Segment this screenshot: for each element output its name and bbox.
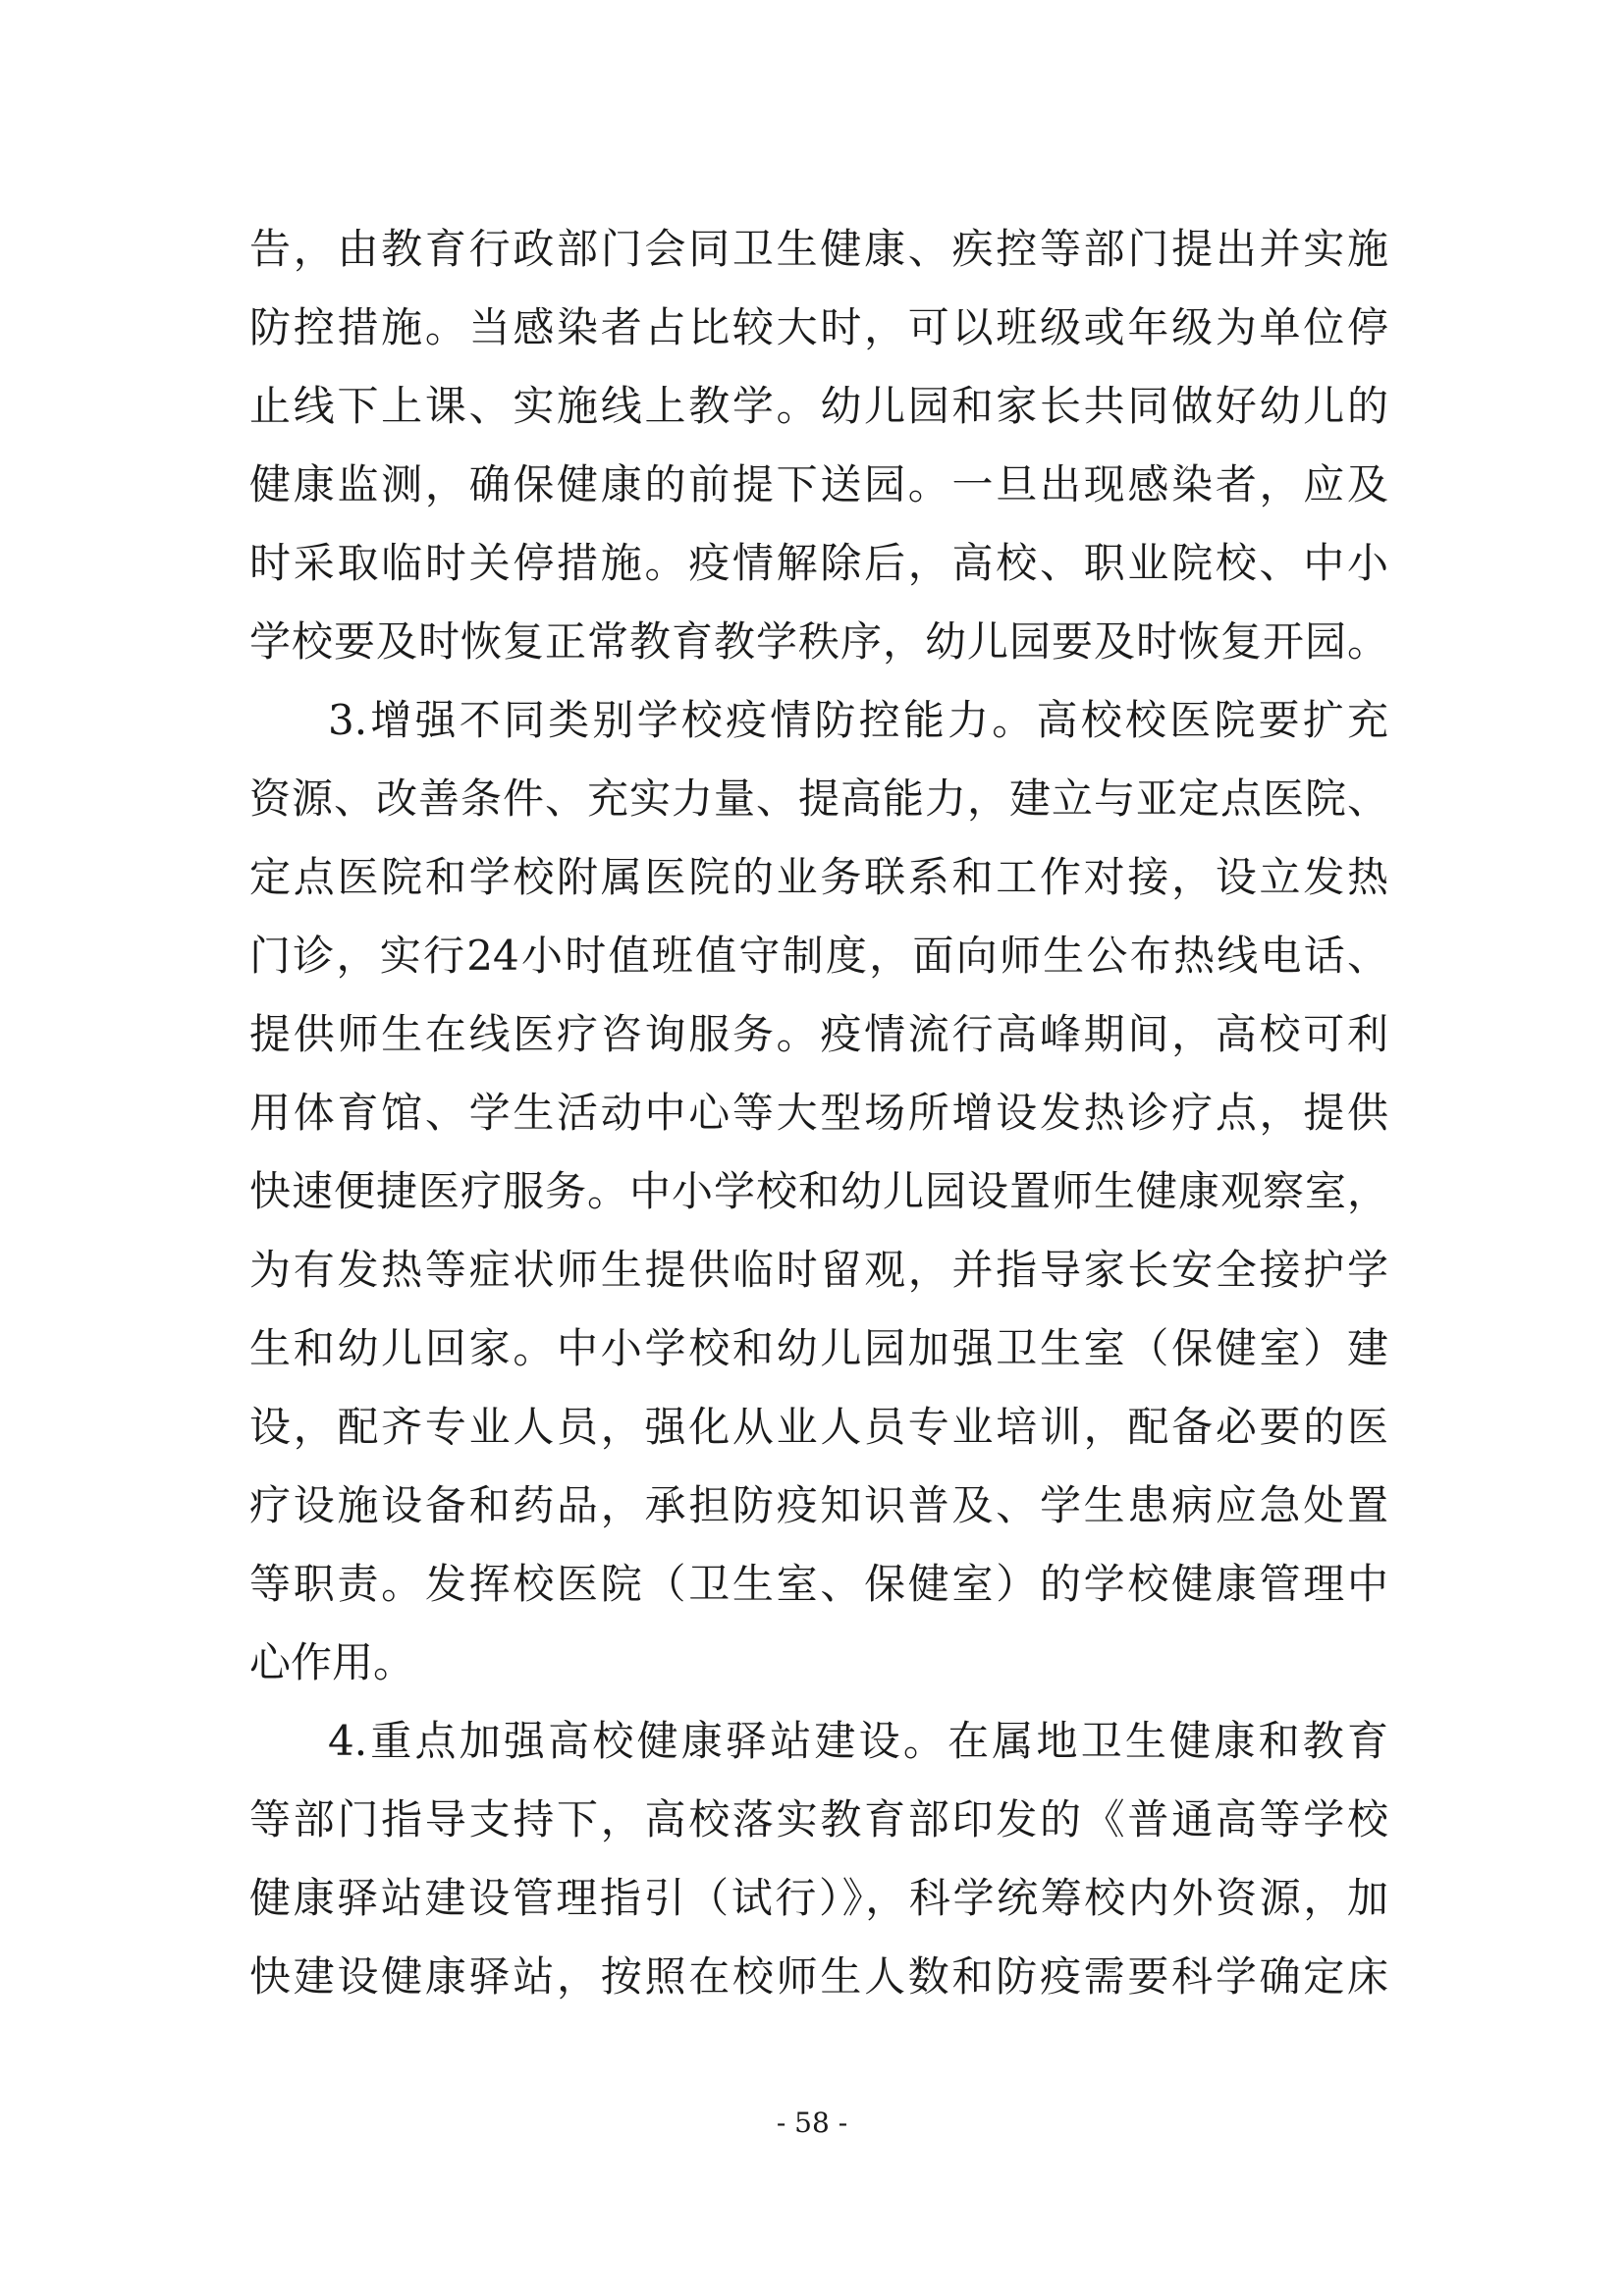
- text-line: 告，由教育行政部门会同卫生健康、疾控等部门提出并实施: [249, 225, 1388, 273]
- text-line: 定点医院和学校附属医院的业务联系和工作对接，设立发热: [249, 853, 1388, 901]
- text-line: 用体育馆、学生活动中心等大型场所增设发热诊疗点，提供: [249, 1089, 1388, 1137]
- text-line: 心作用。: [249, 1638, 415, 1686]
- text-line: 健康驿站建设管理指引（试行）》，科学统筹校内外资源，加: [249, 1874, 1388, 1922]
- text-line: 止线下上课、实施线上教学。幼儿园和家长共同做好幼儿的: [249, 382, 1388, 430]
- text-line: 资源、改善条件、充实力量、提高能力，建立与亚定点医院、: [249, 774, 1388, 823]
- paragraph-4-heading-line: 4.重点加强高校健康驿站建设。在属地卫生健康和教育: [328, 1717, 1388, 1765]
- text-line: 健康监测，确保健康的前提下送园。一旦出现感染者，应及: [249, 460, 1388, 508]
- text-line: 设，配齐专业人员，强化从业人员专业培训，配备必要的医: [249, 1403, 1388, 1451]
- paragraph-3-heading-line: 3.增强不同类别学校疫情防控能力。高校校医院要扩充: [328, 696, 1388, 744]
- text-line: 疗设施设备和药品，承担防疫知识普及、学生患病应急处置: [249, 1481, 1388, 1529]
- page-number: - 58 -: [776, 2107, 848, 2139]
- text-line: 生和幼儿回家。中小学校和幼儿园加强卫生室（保健室）建: [249, 1324, 1388, 1372]
- text-line: 等职责。发挥校医院（卫生室、保健室）的学校健康管理中: [249, 1560, 1388, 1608]
- text-line: 快速便捷医疗服务。中小学校和幼儿园设置师生健康观察室，: [249, 1167, 1388, 1215]
- text-line: 快建设健康驿站，按照在校师生人数和防疫需要科学确定床: [249, 1952, 1388, 2001]
- text-line: 门诊，实行24小时值班值守制度，面向师生公布热线电话、: [249, 932, 1388, 980]
- text-line: 为有发热等症状师生提供临时留观，并指导家长安全接护学: [249, 1246, 1388, 1294]
- text-line: 学校要及时恢复正常教育教学秩序，幼儿园要及时恢复开园。: [249, 617, 1388, 666]
- text-line: 时采取临时关停措施。疫情解除后，高校、职业院校、中小: [249, 539, 1388, 587]
- text-line: 防控措施。当感染者占比较大时，可以班级或年级为单位停: [249, 303, 1388, 351]
- text-line: 提供师生在线医疗咨询服务。疫情流行高峰期间，高校可利: [249, 1010, 1388, 1058]
- text-line: 等部门指导支持下，高校落实教育部印发的《普通高等学校: [249, 1795, 1388, 1843]
- body-text: [249, 210, 1388, 2016]
